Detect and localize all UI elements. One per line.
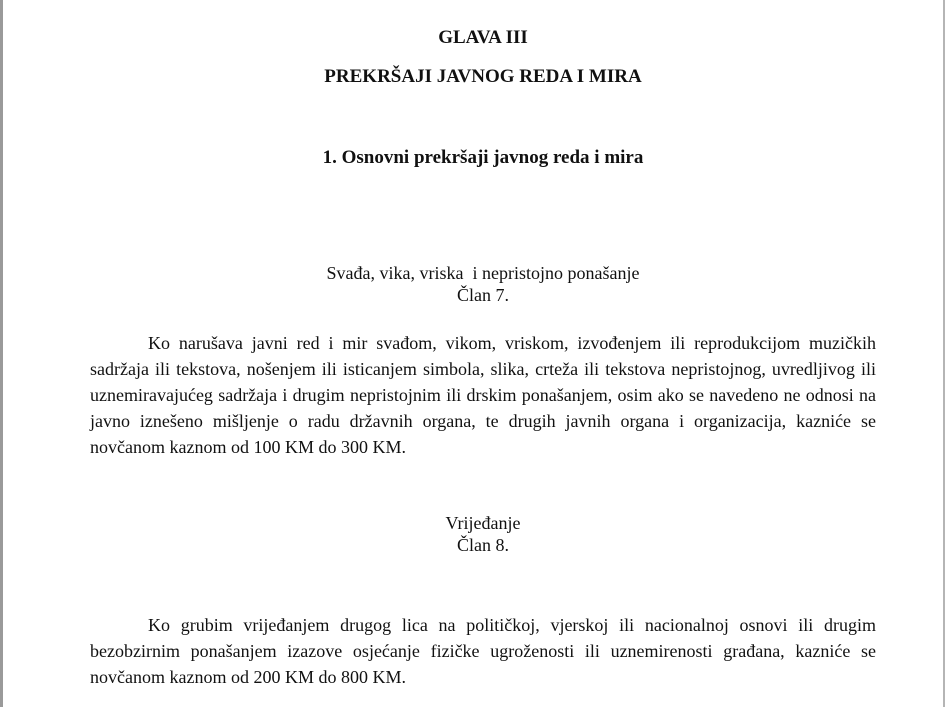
page-edge-left <box>0 0 3 707</box>
article-7-text: Ko narušava javni red i mir svađom, vikom, vriskom, izvođenjem ili reprodukcijom muzičkih sadržaja ili tekstova, nošenjem ili isticanjem simbola, slika, crteža ili tekstova nepristojnog, uvredljivog ili uznemiravajućeg sadržaja i drugim nepristojnim ili drskim ponašanjem, osim ako se navedeno ne odnosi na javno iznešeno mišljenje o radu državnih organa, te drugih javnih organa i organizacija, kazniće se novčanom kaznom od 100 KM do 300 KM. <box>90 333 876 457</box>
article-7-number: Član 7. <box>457 285 509 305</box>
article-7-heading: Svađa, vika, vriska i nepristojno ponašanje <box>326 263 640 283</box>
article-8-text: Ko grubim vrijeđanjem drugog lica na političkoj, vjerskoj ili nacionalnoj osnovi ili drugim bezobzirnim ponašanjem izazove osjećanje fizičke ugroženosti ili uznemirenosti građana, kazniće se novčanom kaznom od 200 KM do 800 KM. <box>90 615 876 687</box>
article-8-number: Član 8. <box>457 535 509 555</box>
article-8-header <box>90 512 876 556</box>
article-8-heading: Vrijeđanje <box>445 513 521 533</box>
section-title: 1. Osnovni prekršaji javnog reda i mira <box>322 147 644 168</box>
chapter-number: GLAVA III <box>438 27 528 48</box>
chapter-title: PREKRŠAJI JAVNOG REDA I MIRA <box>324 66 642 87</box>
document-page <box>90 0 876 707</box>
article-7-header <box>90 262 876 306</box>
